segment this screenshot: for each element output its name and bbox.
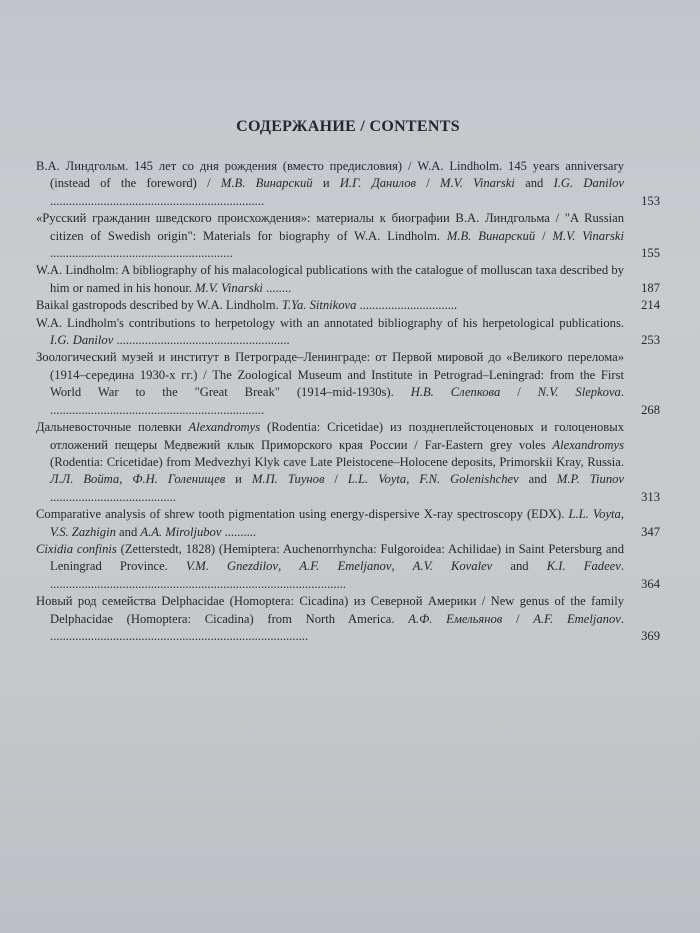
toc-entry-author: T.Ya. Sitnikova (281, 298, 357, 313)
toc-entry-text: (Rodentia: Cricetidae) из позднеплейстоценовых и голоценовых отложений пещеры Медвежий клык Приморского края России / Far-Eastern grey voles (50, 420, 624, 452)
toc-entry-author: K.I. Fadeev (546, 559, 621, 574)
toc-entry-text: ............................... (356, 298, 458, 313)
toc-entry-text: «Русский гражданин шведского происхождения»: материалы к биографии В.А. Линдгольма / "A Russian citizen of Swedish origin": Materials for biography of W.A. Lindholm. (36, 211, 624, 243)
toc-entry-author: М.П. Тиунов (251, 472, 325, 487)
toc-entry-author: I.G. Danilov (50, 333, 114, 348)
toc-entry-text: W.A. Lindholm: A bibliography of his malacological publications with the catalogue of molluscan taxa described by him or named in his honour. (36, 263, 624, 295)
toc-entry-page-number: 313 (641, 489, 660, 504)
toc-entry-author: А.Ф. Емельянов (408, 611, 503, 626)
toc-entry (36, 419, 660, 506)
toc-entry-page-number: 268 (641, 402, 660, 417)
toc-entry-text: Дальневосточные полевки (36, 420, 189, 435)
toc-entry-author: M.V. Vinarski (440, 176, 515, 191)
toc-entry-author: М.В. Винарский (446, 228, 536, 243)
toc-entry-page-number: 369 (641, 628, 660, 643)
toc-entry-text: ........ (262, 280, 292, 295)
toc-entry-text: and (115, 524, 141, 539)
toc-entry (36, 210, 660, 262)
toc-entry-author: Ф.Н. Голенищев (132, 472, 226, 487)
toc-entry-author: Л.Л. Войта (50, 472, 120, 487)
toc-entry-author: М.В. Винарский (220, 176, 313, 191)
toc-entry-text: and (492, 559, 547, 574)
toc-entry-text: Зоологический музей и институт в Петрограде–Ленинграде: от Первой мировой до «Великого перелома» (1914–середина 1930-х гг.) / The Zoological Museum and Institute in Petrograd–Leningrad: from the First World War to the "Great Break" (1914–mid-1930s). (36, 350, 624, 400)
toc-entry-text: . .................................................................... (50, 385, 625, 417)
toc-entry-text: / (324, 472, 348, 487)
toc-entry-author: M.V. Vinarski (552, 228, 624, 243)
toc-entry-text: и (312, 176, 340, 191)
toc-entry (36, 593, 660, 645)
toc-entry-author: Alexandromys (188, 420, 261, 435)
toc-entry-author: N.V. Slepkova (537, 385, 621, 400)
toc-entry-page-number: 214 (641, 298, 660, 313)
toc-entry (36, 158, 660, 210)
toc-entry-text: . .............................................................................................. (50, 559, 625, 591)
toc-entry-text: , (119, 472, 133, 487)
toc-entry-text: ........................................ (50, 489, 176, 504)
toc-entry-author: Alexandromys (552, 437, 624, 452)
toc-entry-text: , (620, 507, 624, 522)
toc-entry-text: .................................................................... (50, 193, 265, 208)
toc-entry-author: F.N. Golenishchev (419, 472, 519, 487)
toc-entry-text: W.A. Lindholm's contributions to herpetology with an annotated bibliography of his herpetological publications. (36, 315, 624, 330)
toc-entry (36, 315, 660, 350)
toc-entry-author: I.G. Danilov (553, 176, 624, 191)
toc-entry (36, 541, 660, 593)
toc-entry-text: (Rodentia: Cricetidae) from Medvezhyi Klyk cave Late Pleistocene–Holocene deposits, Primorskii Kray, Russia. (50, 454, 624, 469)
contents-list (36, 158, 660, 645)
toc-entry-page-number: 364 (641, 576, 660, 591)
toc-entry-author: M.V. Vinarski (195, 280, 263, 295)
toc-entry (36, 506, 660, 541)
toc-entry-text: / (535, 228, 553, 243)
toc-entry-text: Comparative analysis of shrew tooth pigmentation using energy-dispersive X-ray spectroscopy (EDX). (36, 507, 569, 522)
toc-entry-text: Новый род семейства Delphacidae (Homoptera: Cicadina) из Северной Америки / New genus of the family Delphacidae (Homoptera: Cicadina) from North America. (36, 594, 624, 626)
toc-entry-text: ....................................................... (113, 333, 290, 348)
toc-entry-text: , (278, 559, 300, 574)
toc-entry-author: V.S. Zazhigin (50, 524, 116, 539)
toc-entry (36, 262, 660, 297)
toc-entry-text: / (415, 176, 440, 191)
toc-entry-text: and (514, 176, 554, 191)
toc-entry-author: Н.В. Слепкова (410, 385, 501, 400)
toc-entry-text: В.А. Линдгольм. 145 лет со дня рождения (вместо предисловия) / W.A. Lindholm. 145 years anniversary (instead of the foreword) / (36, 159, 624, 191)
toc-entry-text: . .................................................................................. (50, 611, 625, 643)
contents-title: СОДЕРЖАНИЕ / CONTENTS (236, 118, 460, 135)
toc-entry-text: / (502, 611, 534, 626)
toc-entry-author: A.F. Emeljanov (299, 559, 392, 574)
toc-entry-text: and (518, 472, 557, 487)
toc-entry-author: V.M. Gnezdilov (185, 559, 279, 574)
toc-entry-author: A.V. Kovalev (412, 559, 493, 574)
toc-entry-author: L.L. Voyta (568, 507, 621, 522)
toc-entry-text: .......... (221, 524, 257, 539)
toc-entry-author: A.A. Miroljubov (140, 524, 222, 539)
toc-entry-text: / (500, 385, 538, 400)
toc-entry-author: A.F. Emeljanov (533, 611, 621, 626)
toc-entry-page-number: 153 (641, 193, 660, 208)
toc-entry-text: , (406, 472, 420, 487)
toc-entry-author: И.Г. Данилов (339, 176, 416, 191)
toc-entry (36, 349, 660, 419)
toc-entry-page-number: 155 (641, 246, 660, 261)
toc-entry-page-number: 253 (641, 333, 660, 348)
toc-entry-text: и (225, 472, 252, 487)
toc-entry-text: (Zetterstedt, 1828) (Hemiptera: Auchenorrhyncha: Fulgoroidea: Achilidae) in Saint Petersburg and Leningrad Province. (50, 541, 625, 574)
toc-entry (36, 297, 660, 314)
toc-entry-page-number: 347 (641, 524, 660, 539)
toc-entry-author: L.L. Voyta (347, 472, 407, 487)
toc-entry-text: Baikal gastropods described by W.A. Lindholm. (36, 298, 282, 313)
toc-entry-text: .......................................................... (50, 246, 233, 261)
toc-entry-author: Cixidia confinis (36, 541, 117, 556)
toc-entry-text: , (391, 559, 413, 574)
toc-entry-author: M.P. Tiunov (556, 472, 625, 487)
toc-entry-page-number: 187 (641, 280, 660, 295)
